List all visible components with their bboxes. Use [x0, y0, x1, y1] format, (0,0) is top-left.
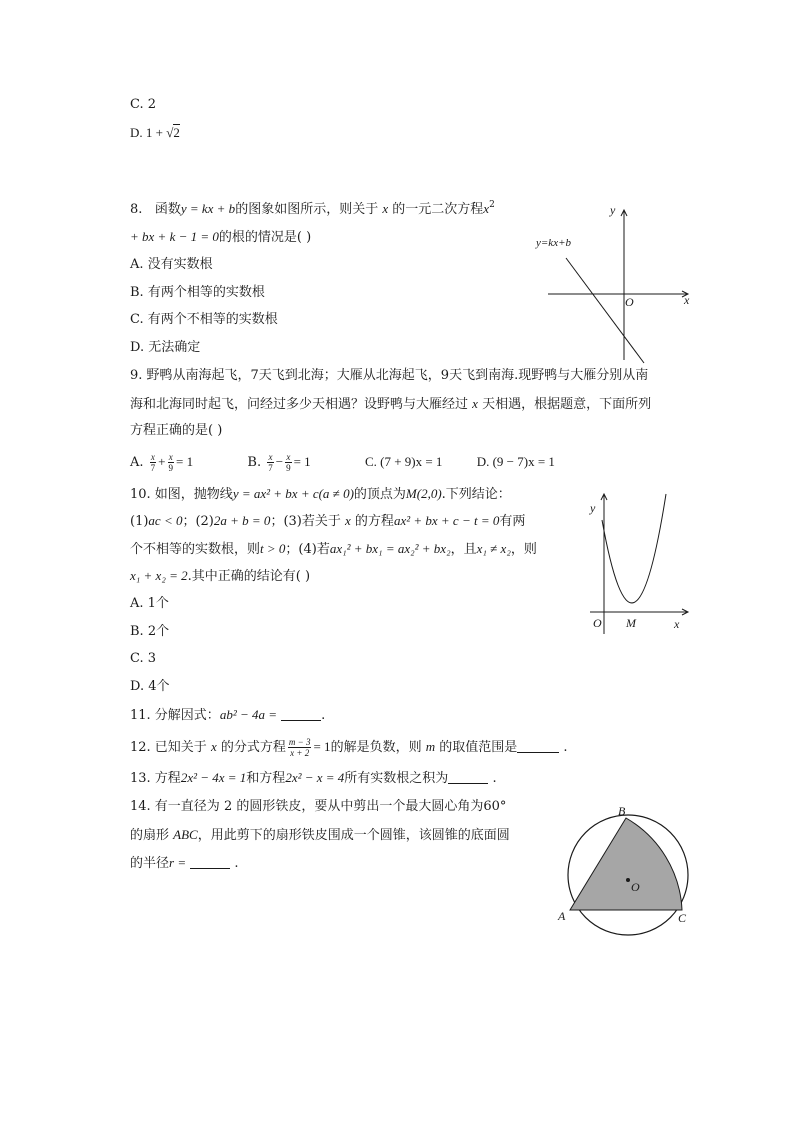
q14-stem-line1: 14. 有一直径为 2 的圆形铁皮，要从中剪出一个最大圆心角为60° [130, 799, 507, 814]
q9-option-d: D. (9 − 7)x = 1 [476, 454, 555, 469]
q10-parabola-curve [602, 494, 666, 603]
q10-parabola-figure [584, 488, 696, 636]
q9-option-a: A. $\frac{x}{7}$ + $\frac{x}{9}$ = 1 [130, 452, 194, 473]
q12-stem: 12. 已知关于 x 的分式方程 $\frac{m - 3}{x + 2}$ = 1的解是负数，则 m 的取值范围是 . [130, 737, 568, 758]
q14-label-o: O [631, 880, 640, 894]
q14-label-c: C [678, 911, 687, 925]
q14-stem-line2: 的扇形 ABC，用此剪下的扇形铁皮围成一个圆锥，该圆锥的底面圆 [130, 827, 510, 843]
q10-stem-line1: 10. 如图，抛物线y = ax² + bx + c(a ≠ 0)的顶点为M(2,0).下列结论： [130, 486, 511, 502]
q13-answer-blank[interactable] [448, 771, 488, 784]
q8-stem-line2: + bx + k − 1 = 0的根的情况是( ) [130, 229, 312, 245]
q8-option-b: B. 有两个相等的实数根 [130, 285, 265, 300]
q9-option-b: B. $\frac{x}{7}$ − $\frac{x}{9}$ = 1 [247, 452, 311, 473]
q8-option-d: D. 无法确定 [130, 340, 201, 355]
q14-circle-sector-figure [552, 800, 702, 948]
q14-center-point [626, 878, 630, 882]
q8-option-c: C. 有两个不相等的实数根 [130, 312, 278, 327]
q9-stem-line3: 方程正确的是( ) [130, 423, 223, 438]
q8-line-y-kx-b [566, 258, 644, 363]
q9-option-c: C. (7 + 9)x = 1 [364, 454, 443, 469]
q9-stem-line1: 9. 野鸭从南海起飞，7天飞到北海；大雁从北海起飞，9天飞到南海.现野鸭与大雁分别从南 [130, 368, 649, 383]
q13-stem: 13. 方程2x² − 4x = 1和方程2x² − x = 4所有实数根之积为 . [130, 770, 497, 786]
q10-option-b: B. 2个 [130, 624, 170, 639]
q11-stem: 11. 分解因式：ab² − 4a = . [130, 707, 326, 723]
q11-answer-blank[interactable] [281, 708, 321, 721]
q14-label-b: B [618, 804, 626, 818]
q7-option-c: C. 2 [130, 97, 157, 112]
q10-vertex-label: M [626, 616, 636, 630]
q8-x-axis-label: x [684, 293, 690, 307]
q9-options [130, 452, 555, 473]
q10-option-a: A. 1个 [130, 596, 169, 611]
q9-stem-line2: 海和北海同时起飞，问经过多少天相遇？设野鸭与大雁经过 x 天相遇，根据题意，下面所列 [130, 396, 652, 412]
q12-answer-blank[interactable] [517, 740, 559, 753]
q10-stem-line2: (1)ac < 0；(2)2a + b = 0；(3)若关于 x 的方程ax² + bx + c − t = 0有两 [130, 513, 526, 529]
q10-origin-label: O [593, 616, 602, 630]
q10-stem-line4: x₁ + x₂ = 2.其中正确的结论有( ) [130, 568, 311, 584]
q8-origin-label: O [625, 295, 634, 309]
q8-linear-graph-figure [530, 198, 700, 366]
q10-stem-line3: 个不相等的实数根，则t > 0；(4)若ax₁² + bx₁ = ax₂² + bx₂，且x₁ ≠ x₂，则 [130, 541, 537, 557]
q10-x-axis-label: x [674, 617, 680, 631]
q14-label-a: A [558, 909, 566, 923]
q8-option-a: A. 没有实数根 [130, 257, 213, 272]
q8-stem-line1: 8. 函数y = kx + b的图象如图所示，则关于 x 的一元二次方程$x^2$ [130, 200, 495, 217]
q8-line-label: y=kx+b [536, 237, 571, 249]
q10-option-d: D. 4个 [130, 679, 170, 694]
q14-answer-blank[interactable] [190, 856, 230, 869]
q14-stem-line3: 的半径r = . [130, 855, 239, 871]
q10-y-axis-label: y [590, 501, 596, 515]
q8-y-axis-label: y [610, 203, 616, 217]
q10-option-c: C. 3 [130, 651, 157, 666]
q7-option-d: D. 1 + √2 [130, 125, 180, 140]
